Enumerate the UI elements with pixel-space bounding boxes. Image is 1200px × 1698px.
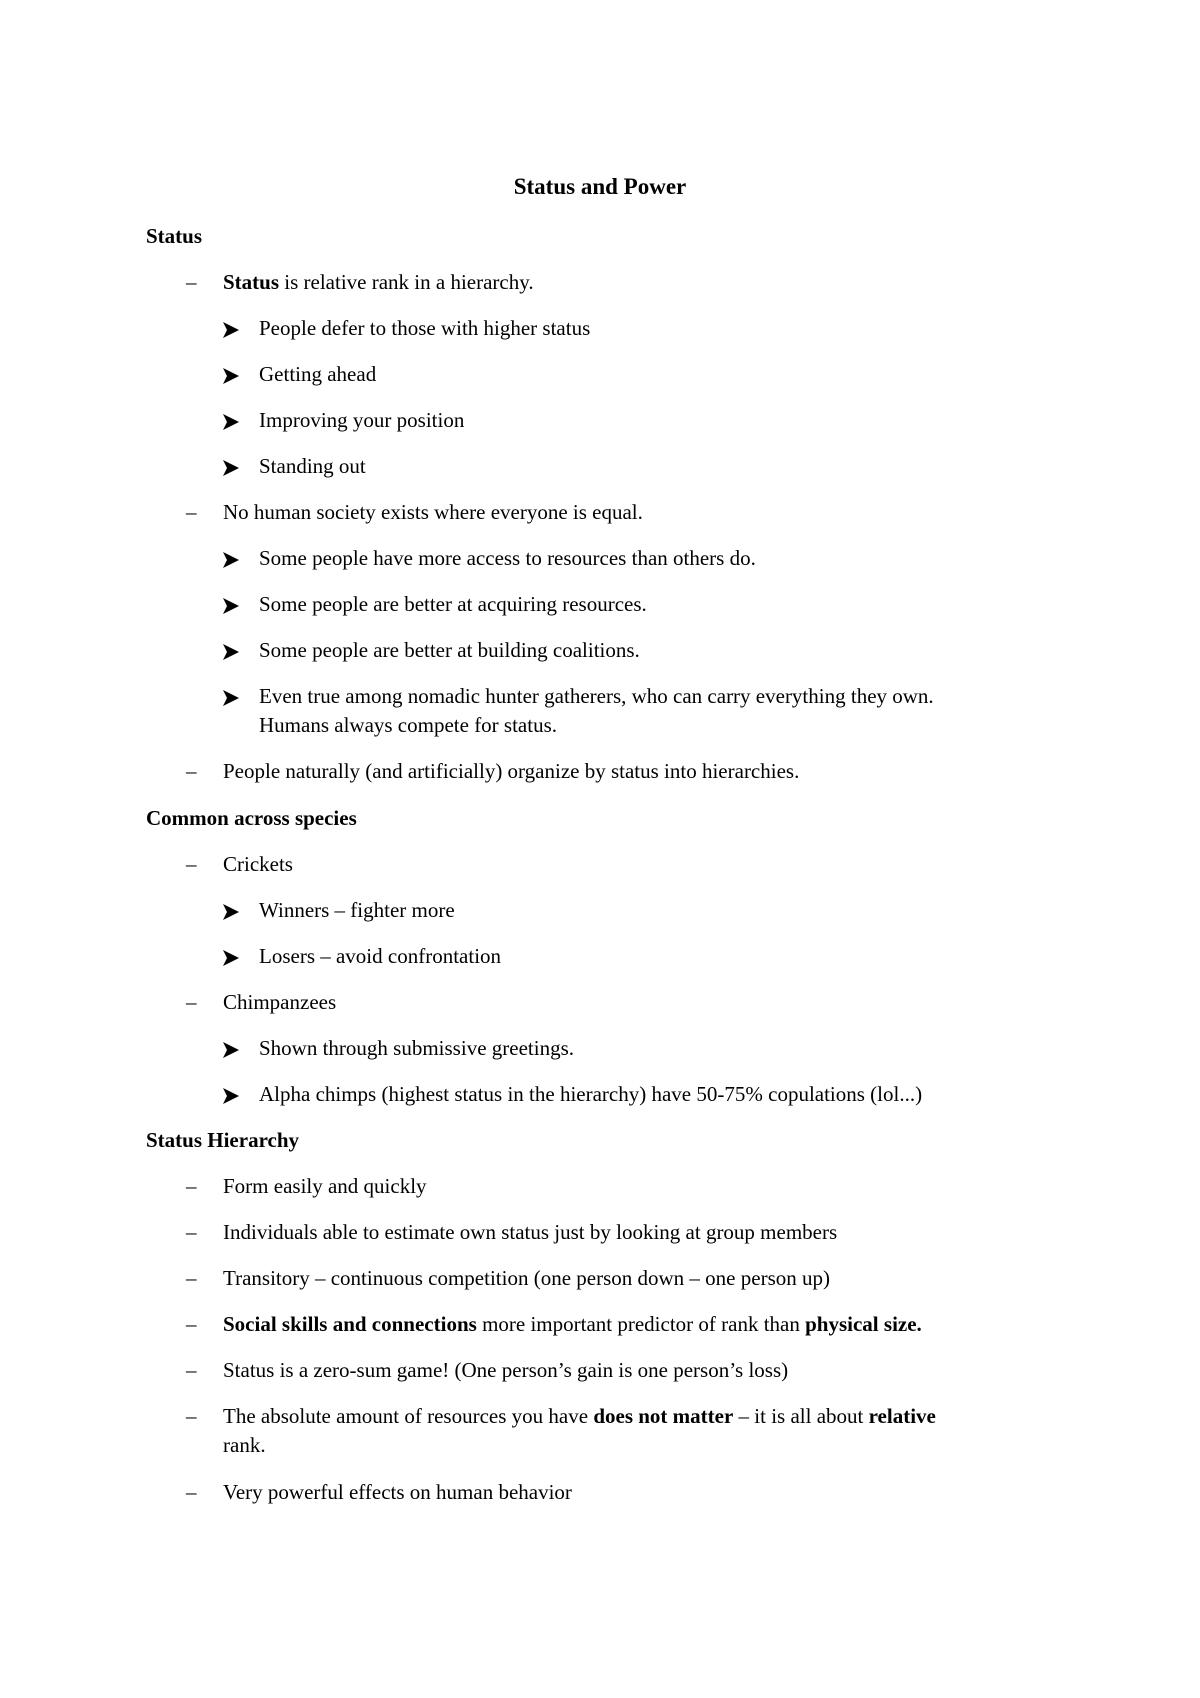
- arrow-bullet-icon: [222, 1087, 240, 1105]
- dash-bullet: –: [186, 1404, 197, 1428]
- dash-bullet: –: [186, 1358, 197, 1382]
- arrow-bullet-icon: [222, 367, 240, 385]
- dash-bullet: –: [186, 270, 197, 294]
- arrow-bullet-icon: [222, 689, 240, 707]
- dash-bullet: –: [186, 852, 197, 876]
- arrow-bullet-icon: [222, 597, 240, 615]
- arrow-bullet-icon: [222, 413, 240, 431]
- page-title: Status and Power: [513, 174, 687, 199]
- arrow-bullet-icon: [222, 321, 240, 339]
- dash-bullet: –: [186, 1480, 197, 1504]
- dash-bullet: –: [186, 990, 197, 1014]
- document-page: Status and Power Status – Status is relative rank in a hierarchy. People defer to those with higher status Getting ahead Improving your position Standing out – No human society exists where everyone is equal. Some people have more access to resources than others do. Some people are better at acquiring resources. Some people are better at building coalitions. Even true among nomadic hunter gatherers, who can carry everything they own. Humans always compete for status. – People naturally (and artificially) organize by status into hierarchies. Common across species – Crickets Winners – fighter more Losers – avoid confrontation – Chimpanzees Shown through submissive greetings. Alpha chimps (highest status in the hierarchy) have 50-75% copulations (lol...) Status Hierarchy – Form easily and quickly – Individuals able to estimate own status just by looking at group members – Transitory – continuous competition (one person down – one person up) – Social skills and connections more important predictor of rank than physical size. – Status is a zero-sum game! (One person’s gain is one person’s loss) – The absolute amount of resources you have does not matter – it is all about relative rank. – Very powerful effects on human behavior: [0, 0, 1200, 1698]
- dash-bullet: –: [186, 1220, 197, 1244]
- dash-bullet: –: [186, 1266, 197, 1290]
- arrow-bullet-icon: [222, 643, 240, 661]
- list-item-text: The absolute amount of resources you have does not matter – it is all about relative: [223, 1404, 936, 1428]
- dash-bullet: –: [186, 500, 197, 524]
- dash-bullet: –: [186, 1174, 197, 1198]
- section-heading-status: Status: [146, 224, 203, 248]
- arrow-bullet-icon: [222, 903, 240, 921]
- section-heading-species: Common across species: [146, 806, 357, 830]
- dash-bullet: –: [186, 1312, 197, 1336]
- arrow-bullet-icon: [222, 551, 240, 569]
- section-heading-hierarchy: Status Hierarchy: [146, 1128, 300, 1152]
- list-item-text: Social skills and connections more important predictor of rank than physical size.: [223, 1312, 922, 1336]
- arrow-bullet-icon: [222, 949, 240, 967]
- arrow-bullet-icon: [222, 459, 240, 477]
- dash-bullet: –: [186, 759, 197, 783]
- arrow-bullet-icon: [222, 1041, 240, 1059]
- list-item-text: Status is relative rank in a hierarchy.: [223, 270, 534, 294]
